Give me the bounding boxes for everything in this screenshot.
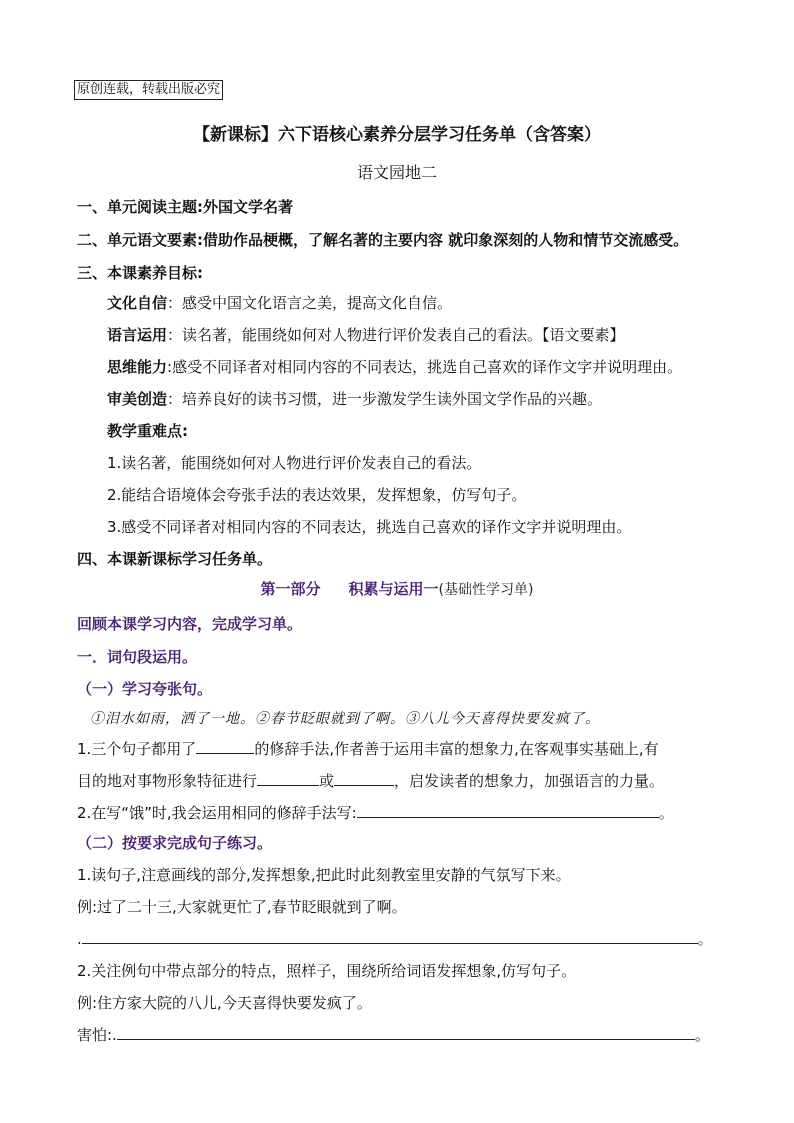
hyperbole-heading: （一）学习夸张句。 — [77, 680, 213, 698]
goal-text: ：读名著，能围绕如何对人物进行评价发表自己的看法。【语文要素】 — [167, 326, 625, 344]
question-text: 1.三个句子都用了 — [77, 740, 197, 758]
key-point-3: 3.感受不同译者对相同内容的不同表达，挑选自己喜欢的译作文字并说明理由。 — [107, 518, 632, 536]
goal-label: 文化自信 — [107, 294, 168, 312]
practice-question-1: 1.读句子,注意画线的部分,发挥想象,把此时此刻教室里安静的气氛写下来。 — [77, 866, 571, 884]
question-text: 或 — [319, 772, 335, 790]
answer-blank[interactable] — [117, 1025, 695, 1040]
section-goals-heading: 三、本课素养目标: — [77, 264, 203, 282]
copyright-notice: 原创连载，转载出版必究 — [74, 80, 223, 100]
question-text: 。 — [658, 804, 674, 822]
part-title — [0, 578, 794, 599]
key-point-1: 1.读名著，能围绕如何对人物进行评价发表自己的看法。 — [107, 454, 482, 472]
goal-thinking — [107, 356, 682, 377]
exercise-heading: 一．词句段运用。 — [77, 648, 198, 666]
question-text: 目的地对事物形象特征进行 — [77, 772, 258, 790]
answer-line-1 — [77, 928, 713, 949]
answer-blank[interactable] — [334, 771, 394, 786]
page-title: 【新课标】六下语核心素养分层学习任务单（含答案） — [193, 125, 601, 145]
answer-blank[interactable] — [82, 929, 698, 944]
question-1-line-2 — [77, 770, 664, 791]
lesson-subtitle: 语文园地二 — [356, 163, 437, 182]
key-points-heading: 教学重难点: — [107, 422, 188, 440]
part-heading: 积累与运用一 — [348, 580, 439, 598]
hyperbole-examples: ①泪水如雨，洒了一地。②春节眨眼就到了啊。③八儿今天喜得快要发疯了。 — [90, 711, 600, 727]
goal-label: 思维能力 — [107, 358, 168, 376]
practice-example-2: 例:住方家大院的八儿,今天喜得快要发疯了。 — [77, 994, 372, 1012]
practice-question-2: 2.关注例句中带点部分的特点，照样子，围绕所给词语发挥想象,仿写句子。 — [77, 962, 577, 980]
section-language-elements: 二、单元语文要素:借助作品梗概，了解名著的主要内容 就印象深刻的人物和情节交流感受。 — [77, 231, 689, 249]
goal-language — [107, 324, 625, 345]
key-point-2: 2.能结合语境体会夸张手法的表达效果，发挥想象，仿写句子。 — [107, 486, 527, 504]
question-text: 的修辞手法,作者善于运用丰富的想象力,在客观事实基础上,有 — [254, 740, 659, 758]
part-note: (基础性学习单) — [438, 582, 534, 598]
goal-text: :感受不同译者对相同内容的不同表达，挑选自己喜欢的译作文字并说明理由。 — [167, 358, 683, 376]
question-text: 。 — [697, 930, 713, 948]
practice-example-1: 例:过了二十三,大家就更忙了,春节眨眼就到了啊。 — [77, 898, 407, 916]
goal-text: ：感受中国文化语言之美，提高文化自信。 — [167, 294, 453, 312]
goal-text: ：培养良好的读书习惯，进一步激发学生读外国文学作品的兴趣。 — [167, 390, 603, 408]
answer-blank[interactable] — [196, 739, 254, 754]
goal-label: 语言运用 — [107, 326, 168, 344]
goal-culture — [107, 292, 452, 313]
question-text: 害怕:. — [77, 1026, 117, 1044]
review-instruction: 回顾本课学习内容，完成学习单。 — [77, 615, 303, 633]
answer-blank[interactable] — [257, 771, 319, 786]
sentence-practice-heading: （二）按要求完成句子练习。 — [77, 834, 273, 852]
goal-label: 审美创造 — [107, 390, 168, 408]
question-1-line-1 — [77, 738, 659, 759]
part-name: 第一部分 — [260, 580, 321, 598]
question-text: . — [77, 930, 82, 948]
question-2-line — [77, 802, 674, 823]
question-text: 2.在写“饿”时,我会运用相同的修辞手法写: — [77, 804, 357, 822]
goal-aesthetic — [107, 388, 602, 409]
answer-blank[interactable] — [357, 803, 659, 818]
question-text: ，启发读者的想象力，加强语言的力量。 — [394, 772, 665, 790]
question-text: 。 — [694, 1026, 710, 1044]
answer-line-2 — [77, 1024, 710, 1045]
section-task-sheet: 四、本课新课标学习任务单。 — [77, 550, 273, 568]
section-reading-theme: 一、单元阅读主题:外国文学名著 — [77, 198, 294, 216]
